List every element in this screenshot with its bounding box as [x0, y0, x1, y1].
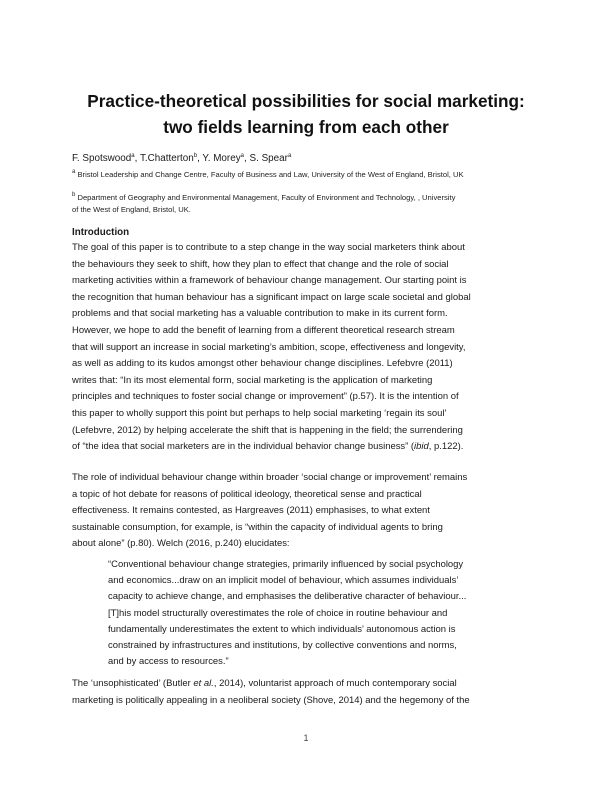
- text-line: the recognition that human behaviour has a significant impact on large scale societal and global: [72, 291, 471, 303]
- author-name: T.Chatterton: [139, 153, 194, 164]
- author-list: [72, 153, 291, 164]
- author-separator: ,: [197, 153, 203, 164]
- paragraph-2: [72, 470, 540, 553]
- author-name: Y. Morey: [202, 153, 241, 164]
- page-number: 1: [303, 733, 309, 743]
- text-line: [72, 439, 540, 456]
- text-line: marketing is politically appealing in a neoliberal society (Shove, 2014) and the hegemony of the: [72, 694, 470, 706]
- text-line: a topic of hot debate for reasons of political ideology, theoretical sense and practical: [72, 488, 422, 500]
- affiliation-mark: a: [287, 153, 292, 159]
- quote-line: constrained by infrastructures and institutions, by collective conventions and norms,: [108, 640, 457, 652]
- quote-line: fundamentally underestimates the extent to which individuals’ autonomous action is: [108, 623, 456, 635]
- text-run-italic: ibid: [414, 441, 429, 453]
- affiliation-mark: b: [193, 153, 198, 159]
- affiliation-a: [72, 169, 464, 181]
- text-line: [72, 676, 540, 693]
- quote-line: and economics...draw on an implicit model of behaviour, which assumes individuals’: [108, 575, 459, 587]
- affiliation-mark: a: [72, 169, 76, 175]
- text-line: sustainable consumption, for example, is “within the capacity of individual agents to bring: [72, 521, 443, 533]
- text-line: problems and that social marketing has a valuable contribution to make in its current form.: [72, 308, 448, 320]
- affiliation-text: Department of Geography and Environmental Management, Faculty of Environment and Technology, , University: [77, 193, 456, 202]
- text-line: The role of individual behaviour change within broader ‘social change or improvement’ remains: [72, 472, 468, 483]
- quote-line: [T]his model structurally overestimates the role of choice in routine behaviour and: [108, 607, 448, 619]
- title-line-2: two fields learning from each other: [163, 117, 449, 137]
- paragraph-1: [72, 240, 540, 456]
- text-run: of “the idea that social marketers are in the individual behavior change business” (: [72, 441, 415, 453]
- paper-title: [72, 88, 540, 140]
- affiliation-line: of the West of England, Bristol, UK.: [72, 204, 191, 214]
- text-line: However, we hope to add the benefit of learning from a different theoretical research stream: [72, 324, 455, 336]
- affiliation-b: [72, 192, 455, 215]
- affiliation-mark: b: [72, 192, 76, 198]
- text-run: , p.122).: [428, 441, 464, 453]
- text-run: The ‘unsophisticated’ (Butler: [72, 678, 194, 689]
- affiliation-line: [72, 192, 455, 204]
- affiliation-text: Bristol Leadership and Change Centre, Faculty of Business and Law, University of the West of England, Bristol, UK: [77, 170, 464, 179]
- quote-line: “Conventional behaviour change strategies, primarily influenced by social psychology: [108, 559, 464, 570]
- affiliation-mark: a: [240, 153, 244, 159]
- affiliation-line: [72, 169, 464, 181]
- text-line: marketing activities within a framework of behaviour change management. Our starting point is: [72, 275, 467, 287]
- text-run-italic: et al.: [193, 678, 214, 689]
- text-line: that will support an increase in social marketing’s ambition, scope, effectiveness and longevity,: [72, 341, 466, 353]
- section-heading-introduction: Introduction: [72, 227, 130, 238]
- text-line: effectiveness. It remains contested, as Hargreaves (2011) emphasises, to what extent: [72, 505, 430, 517]
- text-line: as well as adding to its kudos amongst other behaviour change disciplines. Lefebvre (2011): [72, 358, 453, 370]
- affiliation-mark: a: [131, 153, 135, 159]
- text-run: , 2014), voluntarist approach of much contemporary social: [213, 678, 457, 689]
- text-line: about alone” (p.80). Welch (2016, p.240) elucidates:: [72, 538, 290, 550]
- text-line: writes that: “In its most elemental form, social marketing is the application of marketing: [72, 374, 433, 386]
- text-line: the behaviours they seek to shift, how they plan to effect that change and the role of social: [72, 258, 449, 270]
- block-quote: [108, 557, 508, 670]
- author-name: S. Spear: [249, 153, 288, 164]
- quote-line: capacity to achieve change, and emphasises the deliberative character of behaviour...: [108, 591, 467, 603]
- author-name: F. Spotswood: [72, 153, 132, 164]
- text-line: (Lefebvre, 2012) by helping accelerate the shift that is happening in the field; the surrendering: [72, 424, 463, 436]
- author-separator: ,: [244, 153, 250, 164]
- author-separator: ,: [134, 153, 140, 164]
- text-line: The goal of this paper is to contribute to a step change in the way social marketers think about: [72, 242, 465, 253]
- title-line-1: Practice-theoretical possibilities for social marketing:: [87, 91, 525, 111]
- text-line: principles and techniques to foster social change or improvement” (p.57). It is the intention of: [72, 391, 459, 403]
- quote-line: and by access to resources.”: [108, 656, 229, 668]
- text-line: this paper to wholly support this point but perhaps to help social marketing ‘regain its soul’: [72, 407, 447, 419]
- paragraph-3: [72, 676, 540, 709]
